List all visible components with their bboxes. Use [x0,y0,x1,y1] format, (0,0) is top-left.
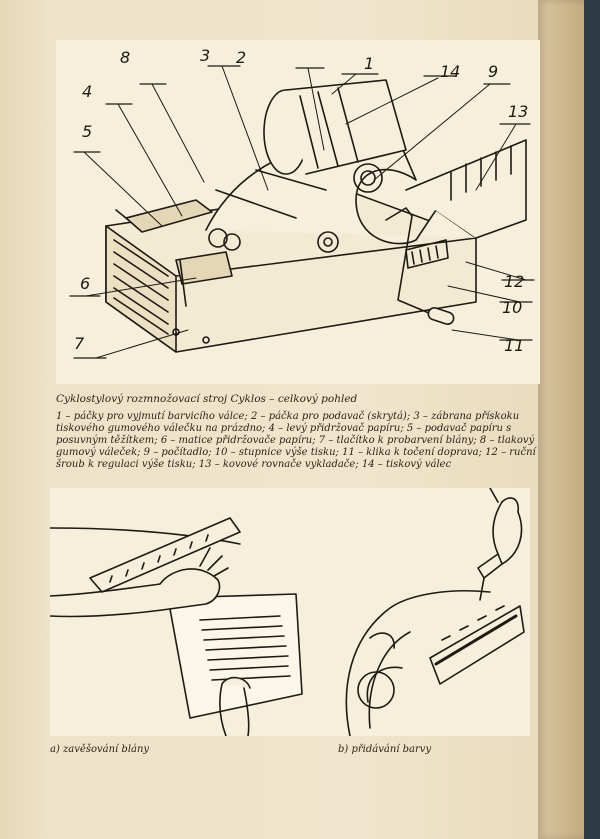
callout-4: 4 [82,82,93,101]
callout-8: 8 [120,48,131,67]
figure-caption-title: Cyklostylový rozmnožovací stroj Cyklos – celkový pohled [56,393,358,405]
callout-3: 3 [200,46,211,65]
callout-1: 1 [364,54,375,73]
machine-drawing [56,40,540,384]
callout-9: 9 [488,62,499,81]
caption-a: a) zavěšování blány [50,744,150,755]
callout-5: 5 [82,122,93,141]
machine-illustration [56,40,540,384]
book-cover-edge [584,0,600,839]
callout-10: 10 [502,298,523,317]
callout-7: 7 [74,334,85,353]
callout-12: 12 [504,272,525,291]
figure-legend: 1 – páčky pro vyjmutí barvicího válce; 2 – páčka pro podavač (skrytá); 3 – zábrana přískoku tiskového gumového válečku na prázdno; 4 – levý přidržovač papíru; 5 – podavač papíru s posuvným těžítkem; 6 – matice přidržovače papíru; 7 – tlačítko k probarvení blány; 8 – tlakový gumový váleček; 9 – počítadlo; 10 – stupnice výše tisku; 11 – klika k točení doprava; 12 – ruční šroub k regulaci výše tisku; 13 – kovové rovnače vykladače; 14 – tiskový válec [56,411,536,470]
callout-14: 14 [440,62,461,81]
callout-13: 13 [508,102,529,121]
callout-11: 11 [504,336,525,355]
caption-b: b) přidávání barvy [338,744,432,755]
callout-2: 2 [236,48,247,67]
usage-illustrations [50,488,530,736]
usage-drawing [50,488,530,736]
callout-6: 6 [80,274,91,293]
